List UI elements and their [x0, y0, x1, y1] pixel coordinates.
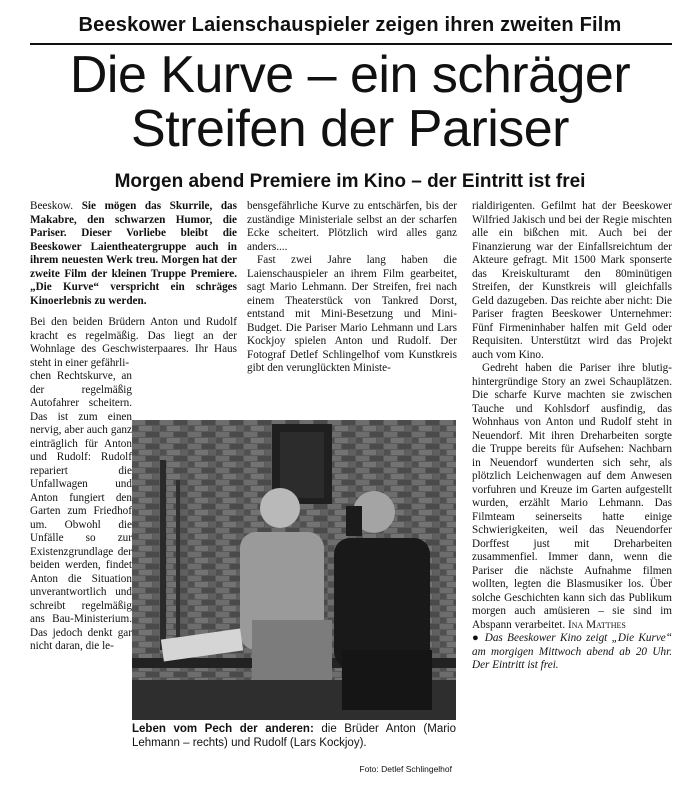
caption-text: die Brüder Anton (Mario Lehmann – rechts) und Rudolf (Lars Kockjoy). — [132, 723, 456, 749]
photo-credit: Foto: Detlef Schlingelhof — [359, 764, 452, 774]
photo-caption — [132, 722, 456, 750]
photo-illustration — [132, 420, 456, 720]
body-paragraph-1a: Bei den beiden Brüdern Anton und Rudolf kracht es regelmäßig. Das liegt an der Wohnlage des Geschwisterpaares. Ihr Haus steht in einer gefährli- — [30, 316, 237, 369]
article-column-2 — [247, 200, 457, 376]
body-paragraph-1b: chen Rechtskurve, an der regelmäßig Autofahrer scheitern. Das ist zum einen nervig, aber auch ganz einträglich für Anton und Rudolf: Rudolf repariert die Unfallwagen und Anton fungiert den Garten zum Friedhof um. Obwohl die Unfälle so zur Existenzgrundlage der beiden werden, findet Anton die Situation unverantwortlich und schreibt regelmäßig ans Bau-Ministerium. Das jedoch denkt gar nicht daran, die le- — [30, 370, 132, 652]
headline-line-1: Die Kurve – ein schräger — [69, 46, 631, 104]
article-photo — [132, 420, 456, 720]
column-1-top — [30, 200, 237, 370]
article-column-3 — [472, 200, 672, 673]
kicker-line: Beeskower Laienschauspieler zeigen ihren zweiten Film — [78, 14, 622, 36]
headline-line-2: Streifen der Pariser — [131, 100, 569, 158]
col3-paragraph-1: rialdirigenten. Gefilmt hat der Beeskower Wilfried Jakisch und bei der Regie mischten alle ein bißchen mit. Auch bei der Finanzierung war der Einfallsreichtum der Akteure gefragt. Mit 1500 Mark sponserte das Kreiskulturamt den 80minütigen Streifen, der Kunstkreis will gleichfalls Geld dazugeben. Das reichte aber nicht: Die Pariser fragten Beeskower Unternehmer: Fünf Firmeninhaber halfen mit Geld oder Requisiten. Unterstützt wird das Projekt auch vom Kino. — [472, 200, 672, 361]
col3-paragraph-2-text: Gedreht haben die Pariser ihre blutig-hintergründige Story an zwei Schauplätzen. Die scharfe Kurve machten sie zwischen Tauche und Kohlsdorf ausfindig, das Wohnhaus von Anton und Rudolf steht in Neuendorf. Mit ihren Dreharbeiten sorgte die Truppe bereits für Aufsehen: Nachbarn in Neuendorf wunderten sich sehr, als plötzlich Leichenwagen auf dem Anwesen vorfuhren und Kreuze im Garten aufgestellt wurden, erzählt Mario Lehmann. Das Filmteam seinerseits hatte einige Schwierigkeiten, weil das Neuendorfer Dorffest just mit Dreharbeiten zusammenfiel. Immer dann, wenn die Pariser die nächste Aufnahme filmen wollten, legten die Blasmusiker los. Über solche Geschichten kann sich das Publikum morgen auch amüsieren – sie sind im Abspann verarbeitet. — [472, 362, 672, 631]
screening-note: ● Das Beeskower Kino zeigt „Die Kurve“ am morgigen Mittwoch abend ab 20 Uhr. Der Eintritt ist frei. — [472, 632, 672, 671]
lead-paragraph — [30, 200, 237, 308]
col2-paragraph-1: bensgefährliche Kurve zu entschärfen, bis der zuständige Ministeriale selbst an der scharfen Ecke scheitert. Plötzlich wird alles ganz anders.... — [247, 200, 457, 253]
col3-paragraph-2 — [472, 362, 672, 632]
article-column-1 — [30, 200, 238, 654]
dateline: Beeskow. — [30, 200, 74, 212]
lead-text: Sie mögen das Skurrile, das Makabre, den schwarzen Humor, die Pariser. Dieser Vorliebe bleibt die Beeskower Laientheatergruppe auch in ihrem neuesten Werk treu. Morgen hat der zweite Film der kleinen Truppe Premiere. „Die Kurve“ verspricht ein schräges Kinoerlebnis zu werden. — [30, 200, 238, 307]
subheadline: Morgen abend Premiere im Kino – der Eintritt ist frei — [114, 171, 586, 192]
col2-paragraph-2: Fast zwei Jahre lang haben die Laienschauspieler an ihrem Film gearbeitet, sagt Mario Lehmann. Der Streifen, frei nach einem Theaterstück von Tankred Dorst, entstand mit Mini-Besetzung und Mini-Budget. Die Pariser Mario Lehmann und Lars Kockjoy spielen Anton und Rudolf. Der Fotograf Detlef Schlingelhof vom Kunstkreis gibt den verunglückten Ministe- — [247, 254, 457, 374]
caption-bold: Leben vom Pech der anderen: — [132, 723, 314, 735]
kicker-rule — [30, 43, 672, 45]
headline — [0, 48, 700, 156]
author-name: Ina Matthes — [568, 618, 626, 631]
